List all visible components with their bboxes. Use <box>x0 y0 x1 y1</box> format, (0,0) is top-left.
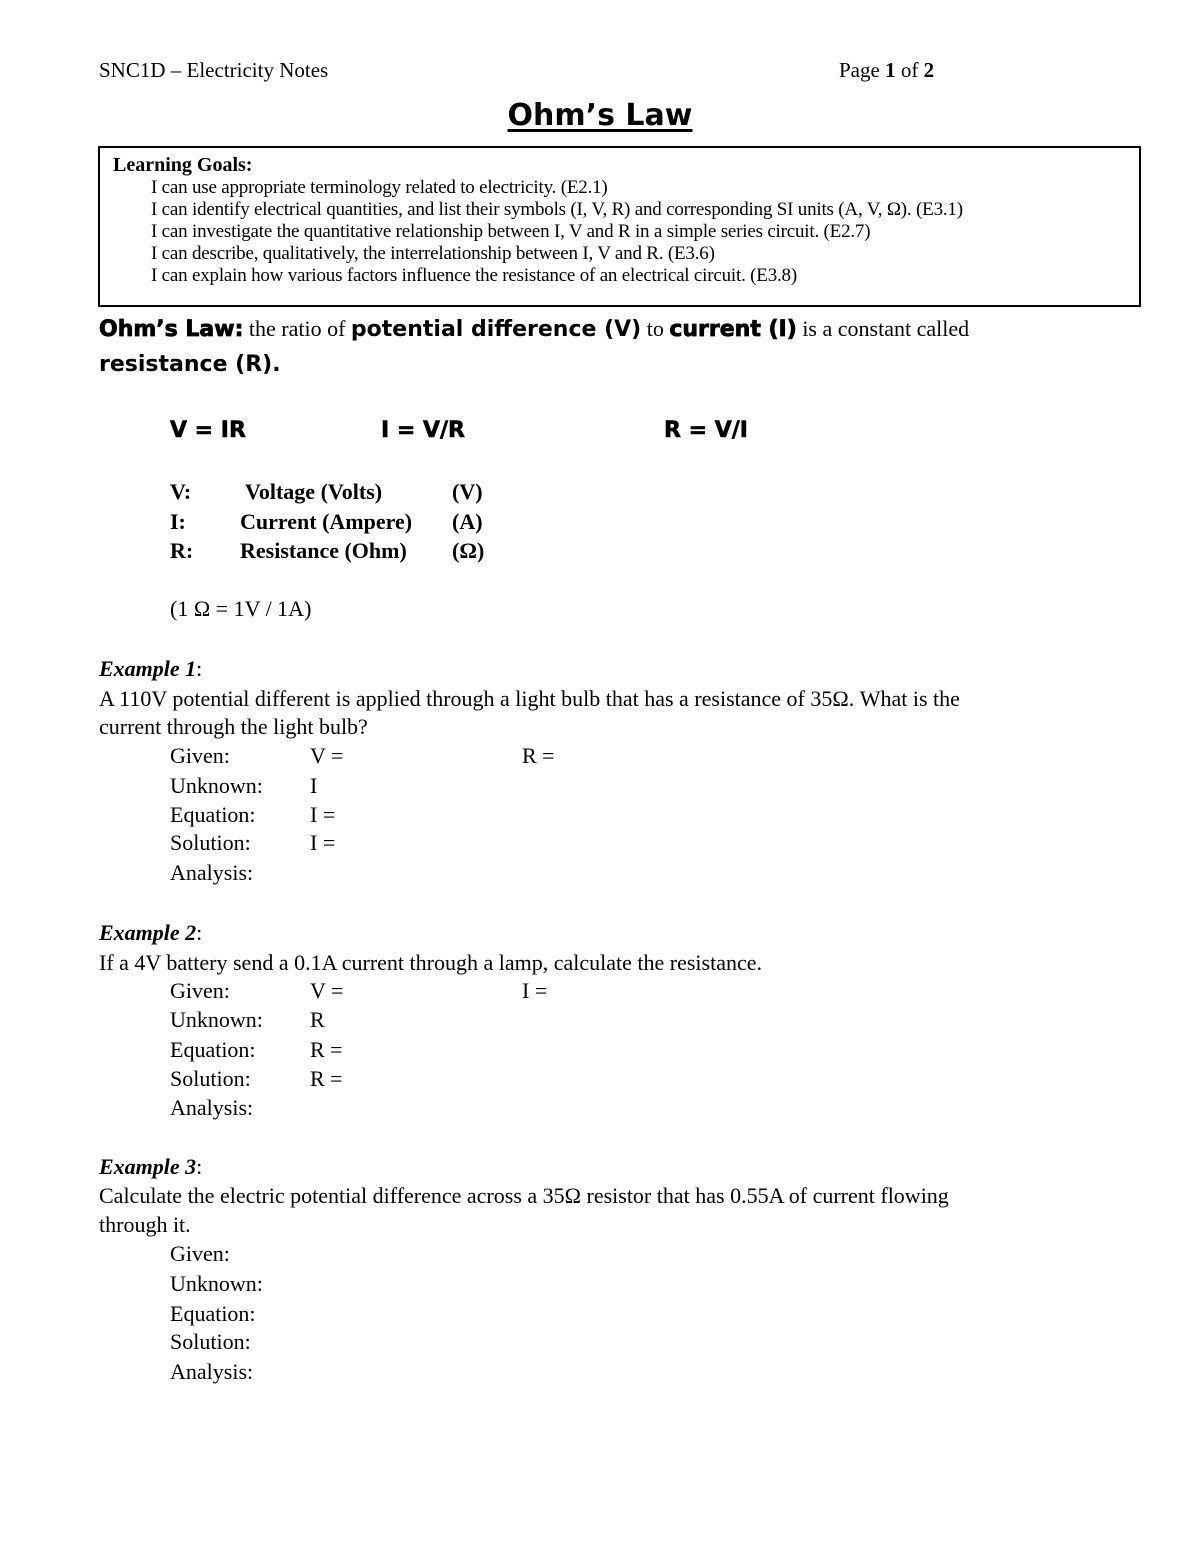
quantity-name: Voltage (Volts) <box>245 479 383 504</box>
example-problem: through it. <box>99 1212 191 1237</box>
example-problem: A 110V potential different is applied through a light bulb that has a resistance of 35Ω. What is the <box>99 686 960 711</box>
quantity-name: Current (Ampere) <box>240 509 413 534</box>
given-value: I = <box>522 978 548 1003</box>
given-value: R = <box>522 743 555 768</box>
definition-term: Ohm’s Law: <box>99 317 244 342</box>
course-header: SNC1D – Electricity Notes <box>99 58 329 82</box>
equation-v: V = IR <box>170 418 246 443</box>
given-label: Given: <box>170 1241 230 1266</box>
analysis-label: Analysis: <box>170 1095 254 1120</box>
definition-keyword: potential difference (V) <box>350 317 642 342</box>
learning-goals-heading: Learning Goals: <box>113 154 253 176</box>
example-problem: If a 4V battery send a 0.1A current through a lamp, calculate the resistance. <box>99 950 763 975</box>
definition-keyword: resistance (R). <box>99 352 281 377</box>
equation-i: I = V/R <box>381 418 465 443</box>
ohms-law-definition <box>99 316 969 342</box>
quantity-symbol: V: <box>170 479 192 504</box>
unknown-label: Unknown: <box>170 1271 263 1296</box>
page-indicator <box>839 58 934 83</box>
unknown-value: I <box>310 773 318 798</box>
unit-relation: (1 Ω = 1V / 1A) <box>170 596 312 621</box>
given-label: Given: <box>170 978 230 1003</box>
solution-value: I = <box>310 830 336 855</box>
quantity-name: Resistance (Ohm) <box>240 538 407 563</box>
unknown-label: Unknown: <box>170 773 263 798</box>
solution-label: Solution: <box>170 830 251 855</box>
given-value: V = <box>310 978 344 1003</box>
equation-label: Equation: <box>170 1301 256 1326</box>
example-heading: Example 2: <box>99 920 203 945</box>
learning-goal: I can explain how various factors influence the resistance of an electrical circuit. (E3.8) <box>151 265 797 286</box>
page-word: Page <box>839 58 880 82</box>
page-total: 2 <box>923 58 935 82</box>
page-number: 1 <box>885 58 896 82</box>
example-heading: Example 3: <box>99 1154 203 1179</box>
definition-keyword: current (I) <box>669 317 797 342</box>
solution-label: Solution: <box>170 1066 251 1091</box>
example-heading: Example 1: <box>99 656 203 681</box>
page-title: Ohm’s Law <box>507 98 693 133</box>
given-label: Given: <box>170 743 230 768</box>
equation-value: R = <box>310 1037 343 1062</box>
solution-value: R = <box>310 1066 343 1091</box>
learning-goal: I can identify electrical quantities, and list their symbols (I, V, R) and corresponding SI units (A, V, Ω). (E3.1) <box>151 199 963 220</box>
equation-value: I = <box>310 802 336 827</box>
equation-r: R = V/I <box>664 418 748 443</box>
learning-goal: I can describe, qualitatively, the interrelationship between I, V and R. (E3.6) <box>151 243 715 264</box>
example-problem: current through the light bulb? <box>99 714 368 739</box>
solution-label: Solution: <box>170 1329 251 1354</box>
quantity-unit: (A) <box>452 509 483 534</box>
analysis-label: Analysis: <box>170 860 254 885</box>
quantity-unit: (Ω) <box>452 538 485 563</box>
of-word: of <box>900 58 919 82</box>
unknown-value: R <box>310 1007 325 1032</box>
definition-text: the ratio of <box>243 316 351 341</box>
learning-goal: I can use appropriate terminology related to electricity. (E2.1) <box>151 177 608 198</box>
given-value: V = <box>310 743 344 768</box>
learning-goal: I can investigate the quantitative relationship between I, V and R in a simple series circuit. (E2.7) <box>151 221 871 242</box>
equation-label: Equation: <box>170 1037 256 1062</box>
equation-label: Equation: <box>170 802 256 827</box>
quantity-unit: (V) <box>452 479 483 504</box>
definition-text: to <box>641 316 670 341</box>
definition-text: is a constant called <box>796 316 970 341</box>
example-problem: Calculate the electric potential difference across a 35Ω resistor that has 0.55A of current flowing <box>99 1183 949 1208</box>
quantity-symbol: R: <box>170 538 194 563</box>
analysis-label: Analysis: <box>170 1359 254 1384</box>
quantity-symbol: I: <box>170 509 186 534</box>
unknown-label: Unknown: <box>170 1007 263 1032</box>
